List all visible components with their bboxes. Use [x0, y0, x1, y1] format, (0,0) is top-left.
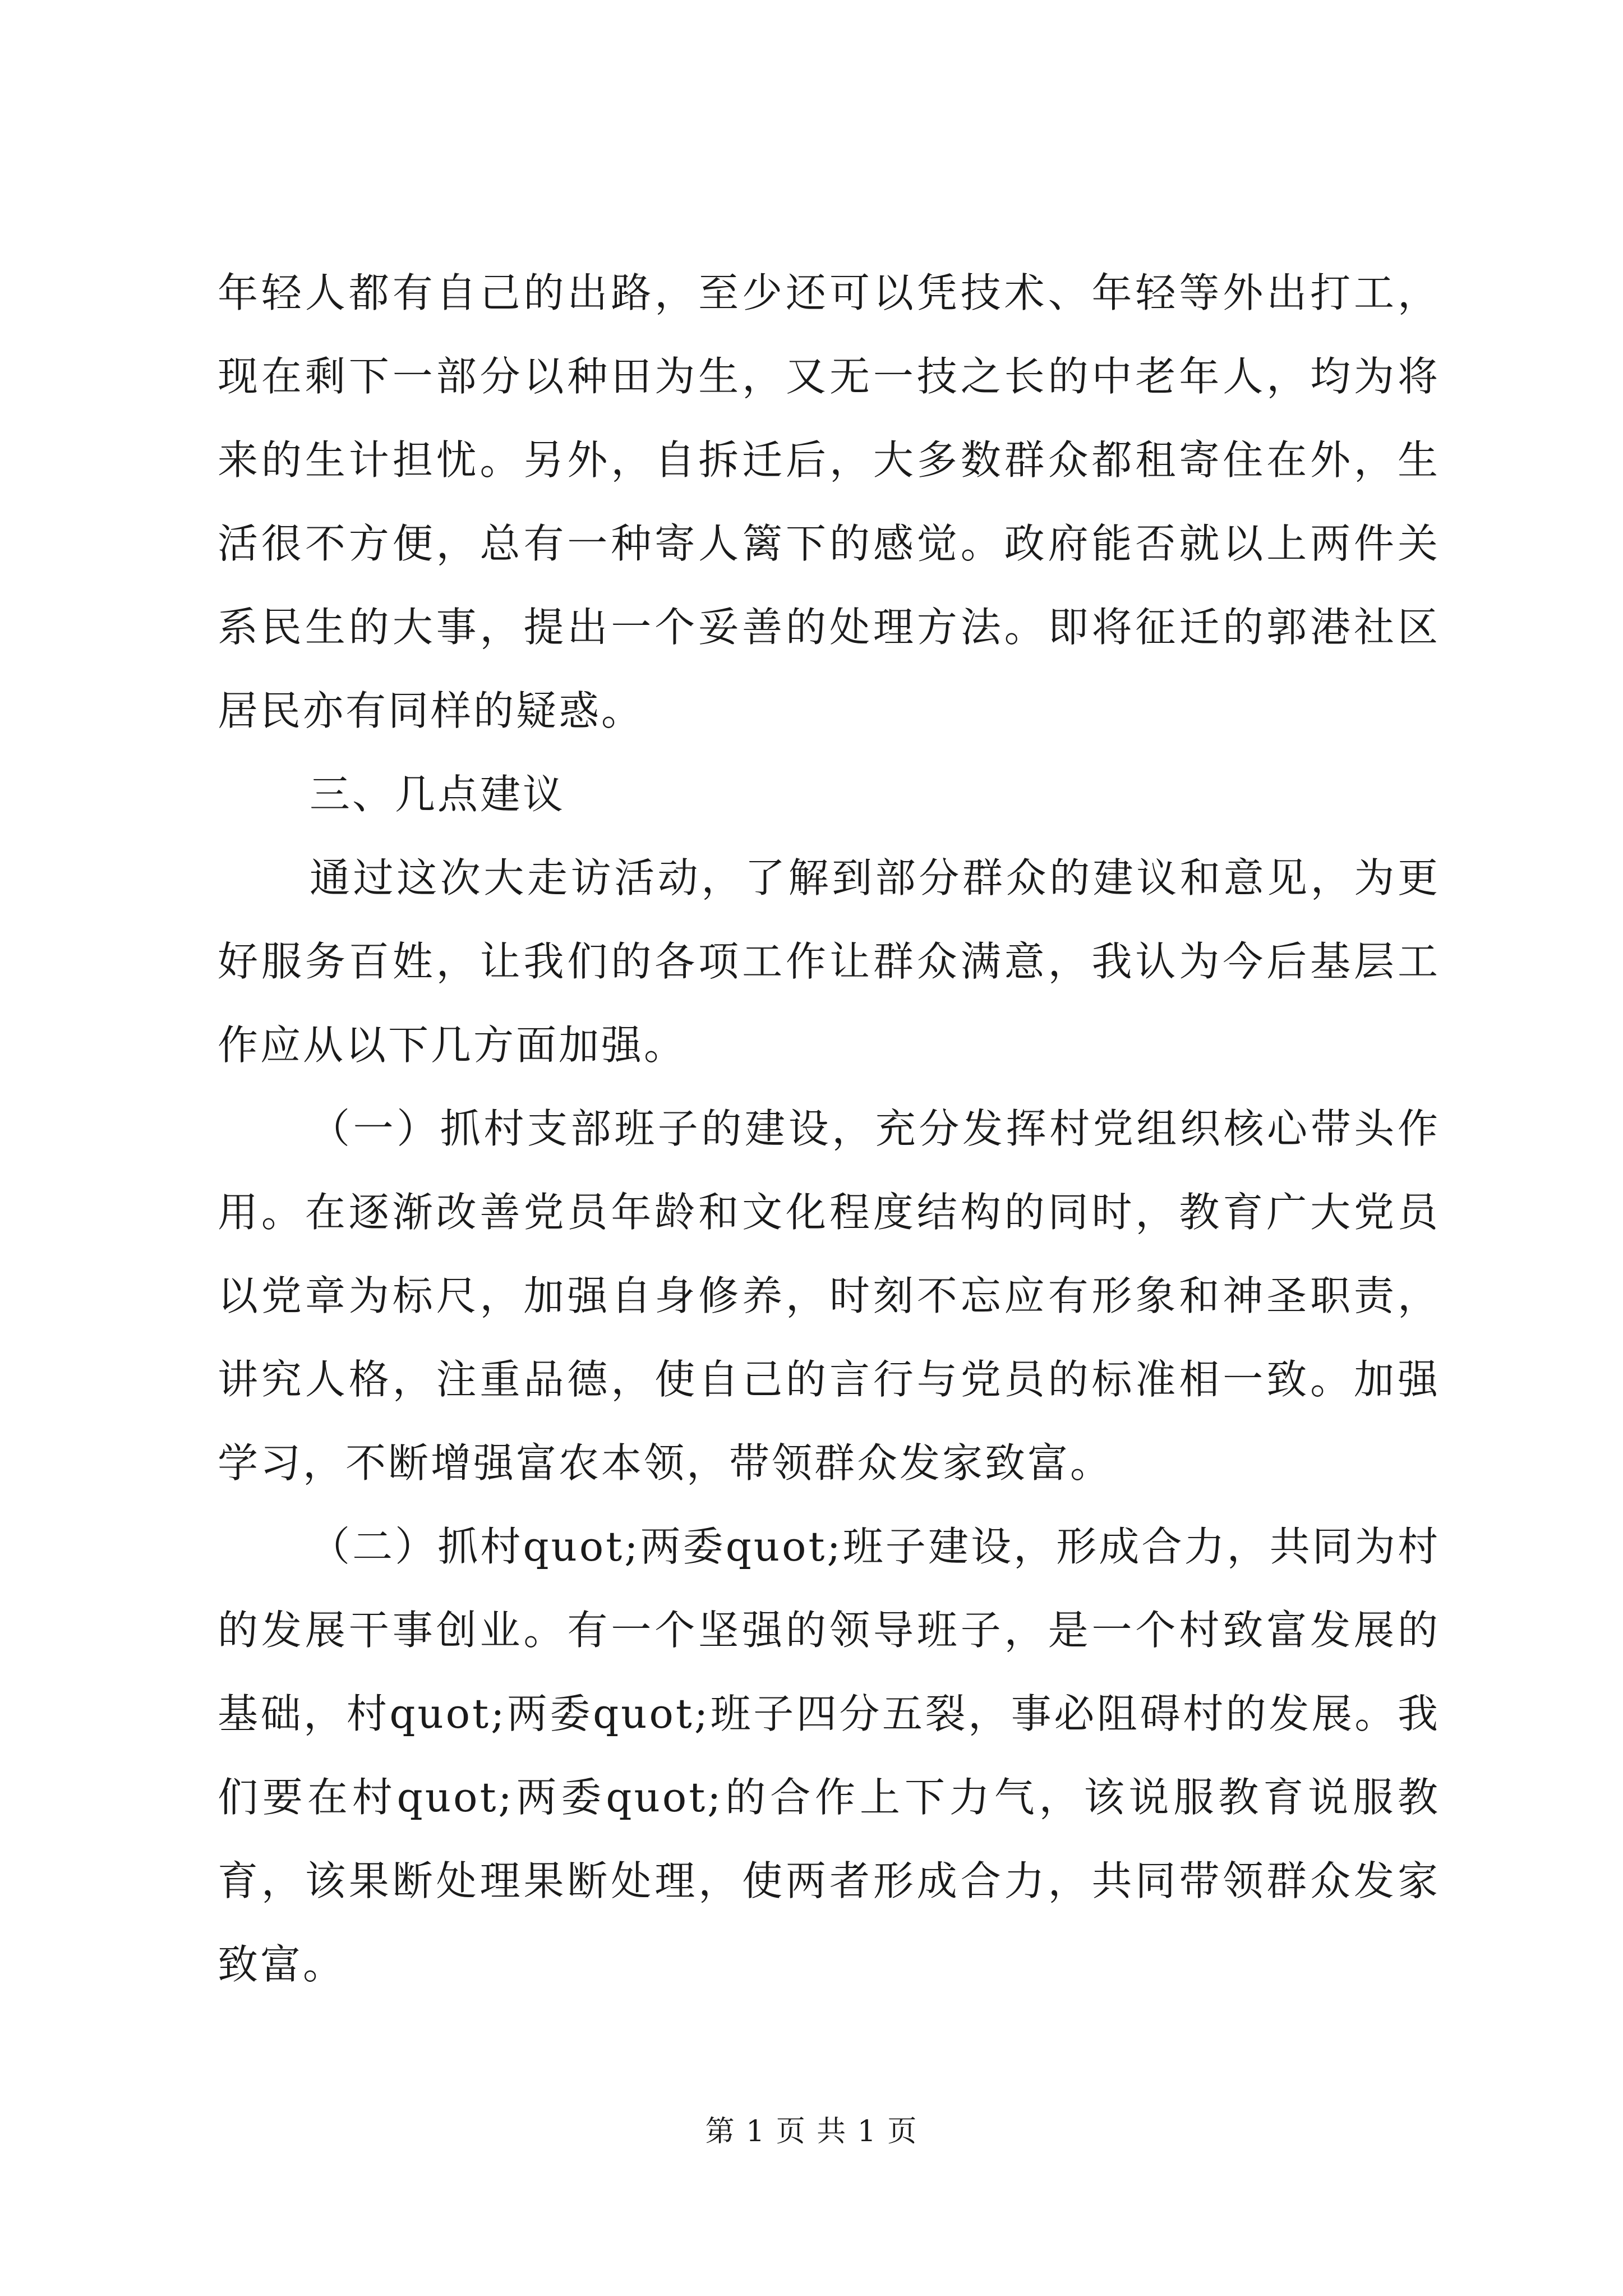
section-heading-suggestions: 三、几点建议 [310, 771, 566, 818]
document-body [218, 251, 1440, 2007]
paragraph-continuation: 年轻人都有自己的出路，至少还可以凭技术、年轻等外出打工，现在剩下一部分以种田为生，又无一技之长的中老年人，均为将来的生计担忧。另外，自拆迁后，大多数群众都租寄住在外，生活很不方便，总有一种寄人篱下的感觉。政府能否就以上两件关系民生的大事，提出一个妥善的处理方法。即将征迁的郭港社区居民亦有同样的疑惑。 [218, 269, 1440, 734]
paragraph-item-one: （一）抓村支部班子的建设，充分发挥村党组织核心带头作用。在逐渐改善党员年龄和文化程度结构的同时，教育广大党员以党章为标尺，加强自身修养，时刻不忘应有形象和神圣职责，讲究人格，注重品德，使自己的言行与党员的标准相一致。加强学习，不断增强富农本领，带领群众发家致富。 [218, 1105, 1440, 1487]
paragraph-item-two: （二）抓村quot;两委quot;班子建设，形成合力，共同为村的发展干事创业。有一个坚强的领导班子，是一个村致富发展的基础，村quot;两委quot;班子四分五裂，事必阻碍村的发展。我们要在村quot;两委quot;的合作上下力气，该说服教育说服教育，该果断处理果断处理，使两者形成合力，共同带领群众发家致富。 [218, 1523, 1440, 1988]
paragraph-intro-suggestions: 通过这次大走访活动，了解到部分群众的建议和意见，为更好服务百姓，让我们的各项工作让群众满意，我认为今后基层工作应从以下几方面加强。 [218, 854, 1440, 1069]
page-number-footer: 第 1 页 共 1 页 [705, 2115, 918, 2148]
